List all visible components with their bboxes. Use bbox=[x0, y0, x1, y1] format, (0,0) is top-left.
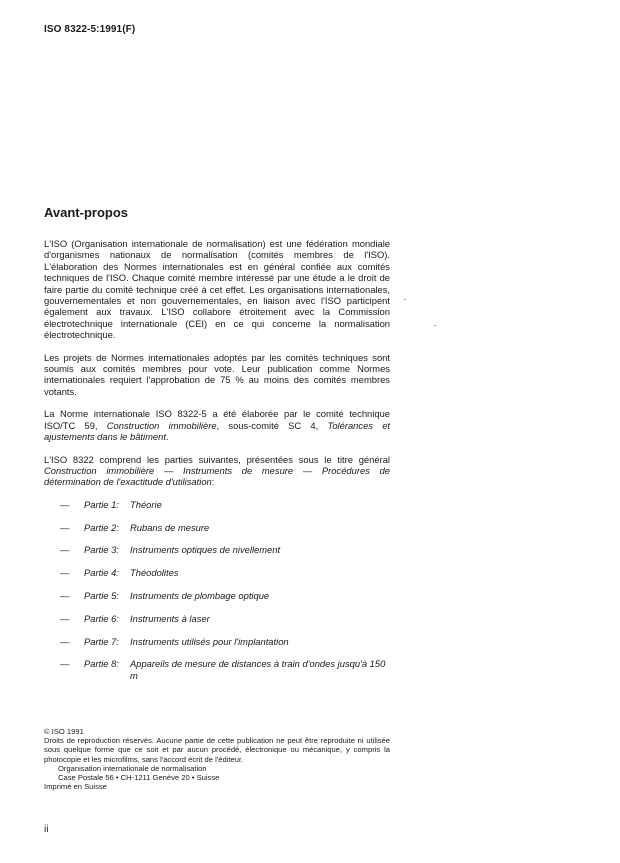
page-number: ii bbox=[44, 824, 49, 835]
part-label: Partie 4: bbox=[84, 567, 119, 579]
list-dash: — bbox=[60, 635, 70, 647]
list-dash: — bbox=[60, 589, 70, 601]
paragraph-voting: Les projets de Normes internationales adoptés par les comités techniques sont soumis aux comités membres pour vote. Leur publication comme Normes internationales requiert l'approbation de 75 % au moins des comités membres votants. bbox=[44, 351, 390, 397]
list-item bbox=[44, 522, 390, 533]
part-label: Partie 8: bbox=[84, 658, 119, 670]
part-title: Instruments optiques de nivellement bbox=[130, 544, 281, 556]
part-title: Appareils de mesure de distances à train d'ondes jusqu'à 150 m bbox=[130, 658, 386, 681]
list-item bbox=[44, 613, 390, 624]
parts-general-title: Construction immobilière — Instruments de mesure — Procédures de détermination de l'exactitude d'utilisation bbox=[44, 464, 390, 488]
committee-sc-name: Tolérances et ajustements dans le bâtiment bbox=[44, 419, 391, 443]
committee-text-mid: , sous-comité SC 4, bbox=[216, 419, 328, 431]
list-item bbox=[44, 499, 390, 510]
part-label: Partie 6: bbox=[84, 612, 119, 624]
part-title: Instruments utilisés pour l'implantation bbox=[130, 635, 289, 647]
parts-intro-post: : bbox=[211, 476, 215, 488]
list-item bbox=[44, 567, 390, 578]
parts-list bbox=[44, 499, 390, 681]
list-dash: — bbox=[60, 521, 70, 533]
list-item bbox=[44, 658, 390, 681]
list-dash: — bbox=[60, 567, 70, 579]
part-label: Partie 5: bbox=[84, 589, 119, 601]
document-id-header: ISO 8322-5:1991(F) bbox=[44, 24, 136, 35]
paragraph-parts-intro bbox=[44, 454, 390, 488]
part-label: Partie 1: bbox=[84, 498, 119, 510]
committee-text-pre: La Norme internationale ISO 8322-5 a été élaborée par le comité technique ISO/TC 59, bbox=[44, 408, 390, 431]
list-item bbox=[44, 544, 390, 555]
list-dash: — bbox=[60, 544, 70, 556]
part-title: Théorie bbox=[130, 498, 162, 510]
part-label: Partie 7: bbox=[84, 635, 119, 647]
part-title: Théodolites bbox=[130, 567, 179, 579]
rights-statement: Droits de reproduction réservés. Aucune partie de cette publication ne peut être reproduite ni utilisée sous quelque forme que ce soit et par aucun procédé, électronique ou mécanique, y compris la photocopie et les microfilms, sans l'accord écrit de l'éditeur. bbox=[44, 736, 390, 764]
paragraph-iso-intro: L'ISO (Organisation internationale de normalisation) est une fédération mondiale d'organismes nationaux de normalisation (comités membres de l'ISO). L'élaboration des Normes internationales est en général confiée aux comités techniques de l'ISO. Chaque comité membre intéressé par une étude a le droit de faire partie du comité technique créé à cet effet. Les organisations internationales, gouvernementales et non gouvernementales, en liaison avec l'ISO participent également aux travaux. L'ISO collabore étroitement avec la Commission électrotechnique internationale (CEI) en ce qui concerne la normalisation électrotechnique. bbox=[44, 238, 390, 341]
copyright-notice: © ISO 1991 bbox=[44, 727, 84, 736]
section-title: Avant-propos bbox=[44, 205, 129, 220]
list-item bbox=[44, 590, 390, 601]
scan-speck bbox=[404, 299, 406, 300]
part-title: Instruments à laser bbox=[130, 612, 210, 624]
paragraph-committee bbox=[44, 408, 390, 442]
list-item bbox=[44, 636, 390, 647]
list-dash: — bbox=[60, 612, 70, 624]
printed-in: Imprimé en Suisse bbox=[44, 782, 107, 792]
publisher-address: Case Postale 56 • CH-1211 Genève 20 • Suisse bbox=[58, 773, 220, 783]
part-title: Rubans de mesure bbox=[130, 521, 210, 533]
foreword-body bbox=[44, 238, 390, 693]
committee-text-post: . bbox=[165, 431, 169, 443]
part-label: Partie 2: bbox=[84, 521, 119, 533]
part-title: Instruments de plombage optique bbox=[130, 589, 270, 601]
parts-intro-pre: L'ISO 8322 comprend les parties suivantes, présentées sous le titre général bbox=[44, 453, 390, 465]
part-label: Partie 3: bbox=[84, 544, 119, 556]
publisher-name: Organisation internationale de normalisation bbox=[58, 763, 207, 773]
scan-speck bbox=[434, 325, 436, 326]
committee-tc-name: Construction immobilière bbox=[106, 419, 217, 431]
list-dash: — bbox=[60, 498, 70, 510]
list-dash: — bbox=[60, 658, 70, 670]
copyright-block bbox=[44, 727, 390, 791]
